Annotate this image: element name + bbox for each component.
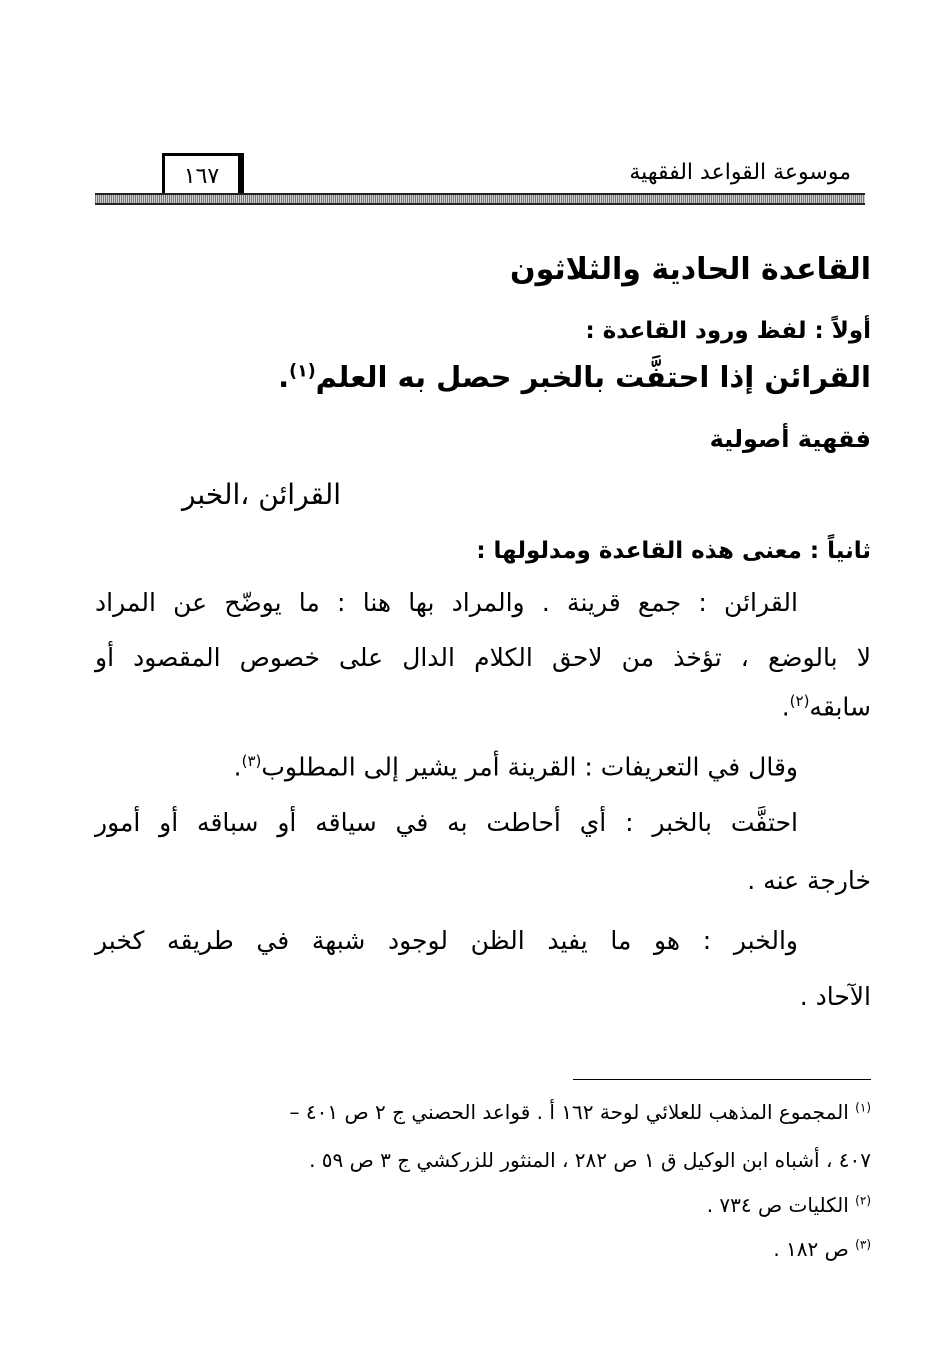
- footnote-ref-2: (٢): [789, 692, 810, 710]
- rule-text-body: القرائن إذا احتفَّت بالخبر حصل به العلم: [315, 360, 871, 394]
- footnote-2: [95, 1193, 871, 1217]
- footnote-ref-3: (٣): [241, 752, 262, 770]
- footnote-3: [95, 1237, 871, 1261]
- body-line-2: لا بالوضع ، تؤخذ من لاحق الكلام الدال على خصوص المقصود أو: [95, 643, 871, 672]
- body-line-4-text: وقال في التعريفات : القرينة أمر يشير إلى المطلوب: [261, 752, 798, 782]
- body-line-7: والخبر : هو ما يفيد الظن لوجود شبهة في طريقه كخبر: [95, 926, 798, 955]
- footnote-1-continued: [95, 1148, 871, 1172]
- header-rule: [95, 193, 865, 205]
- body-line-3-text: سابقه: [809, 692, 871, 722]
- footnote-ref-1: (١): [289, 361, 316, 382]
- body-line-1: القرائن : جمع قرينة . والمراد بها هنا : ما يوضّح عن المراد: [95, 588, 798, 617]
- section-one-label: أولاً : لفظ ورود القاعدة :: [585, 318, 871, 344]
- footnote-text: المجموع المذهب للعلائي لوحة ١٦٢ أ . قواعد الحصني ج ٢ ص ٤٠١ –: [289, 1100, 849, 1124]
- footnote-marker: (١): [855, 1100, 871, 1115]
- rule-keywords: القرائن ،الخبر: [181, 478, 341, 511]
- rule-heading: القاعدة الحادية والثلاثون: [509, 252, 871, 287]
- footnote-text: الكليات ص ٧٣٤ .: [706, 1193, 849, 1217]
- body-line-8: الآحاد .: [799, 982, 871, 1011]
- footnote-text: ٤٠٧ ، أشباه ابن الوكيل ق ١ ص ٢٨٢ ، المنثور للزركشي ج ٣ ص ٥٩ .: [309, 1148, 871, 1172]
- page-number: [162, 153, 244, 197]
- body-line-3: [95, 692, 871, 721]
- footnote-text: ص ١٨٢ .: [773, 1237, 849, 1261]
- footnote-marker: (٣): [855, 1237, 871, 1252]
- page-number-text: ١٦٧: [183, 164, 220, 189]
- body-line-4: [95, 752, 798, 781]
- rule-text-end: .: [278, 360, 290, 394]
- running-title: موسوعة القواعد الفقهية: [629, 160, 851, 185]
- footnote-1: [95, 1100, 871, 1124]
- body-line-3-period: .: [781, 692, 790, 722]
- footnote-separator: [573, 1079, 871, 1080]
- body-line-4-period: .: [233, 752, 242, 782]
- footnote-marker: (٢): [855, 1193, 871, 1208]
- body-line-5: احتفَّت بالخبر : أي أحاطت به في سياقه أو سباقه أو أمور: [95, 808, 798, 837]
- rule-text: [95, 360, 871, 394]
- section-two-label: ثانياً : معنى هذه القاعدة ومدلولها :: [476, 538, 871, 564]
- rule-type: فقهية أصولية: [709, 425, 871, 453]
- body-line-6: خارجة عنه .: [747, 866, 871, 895]
